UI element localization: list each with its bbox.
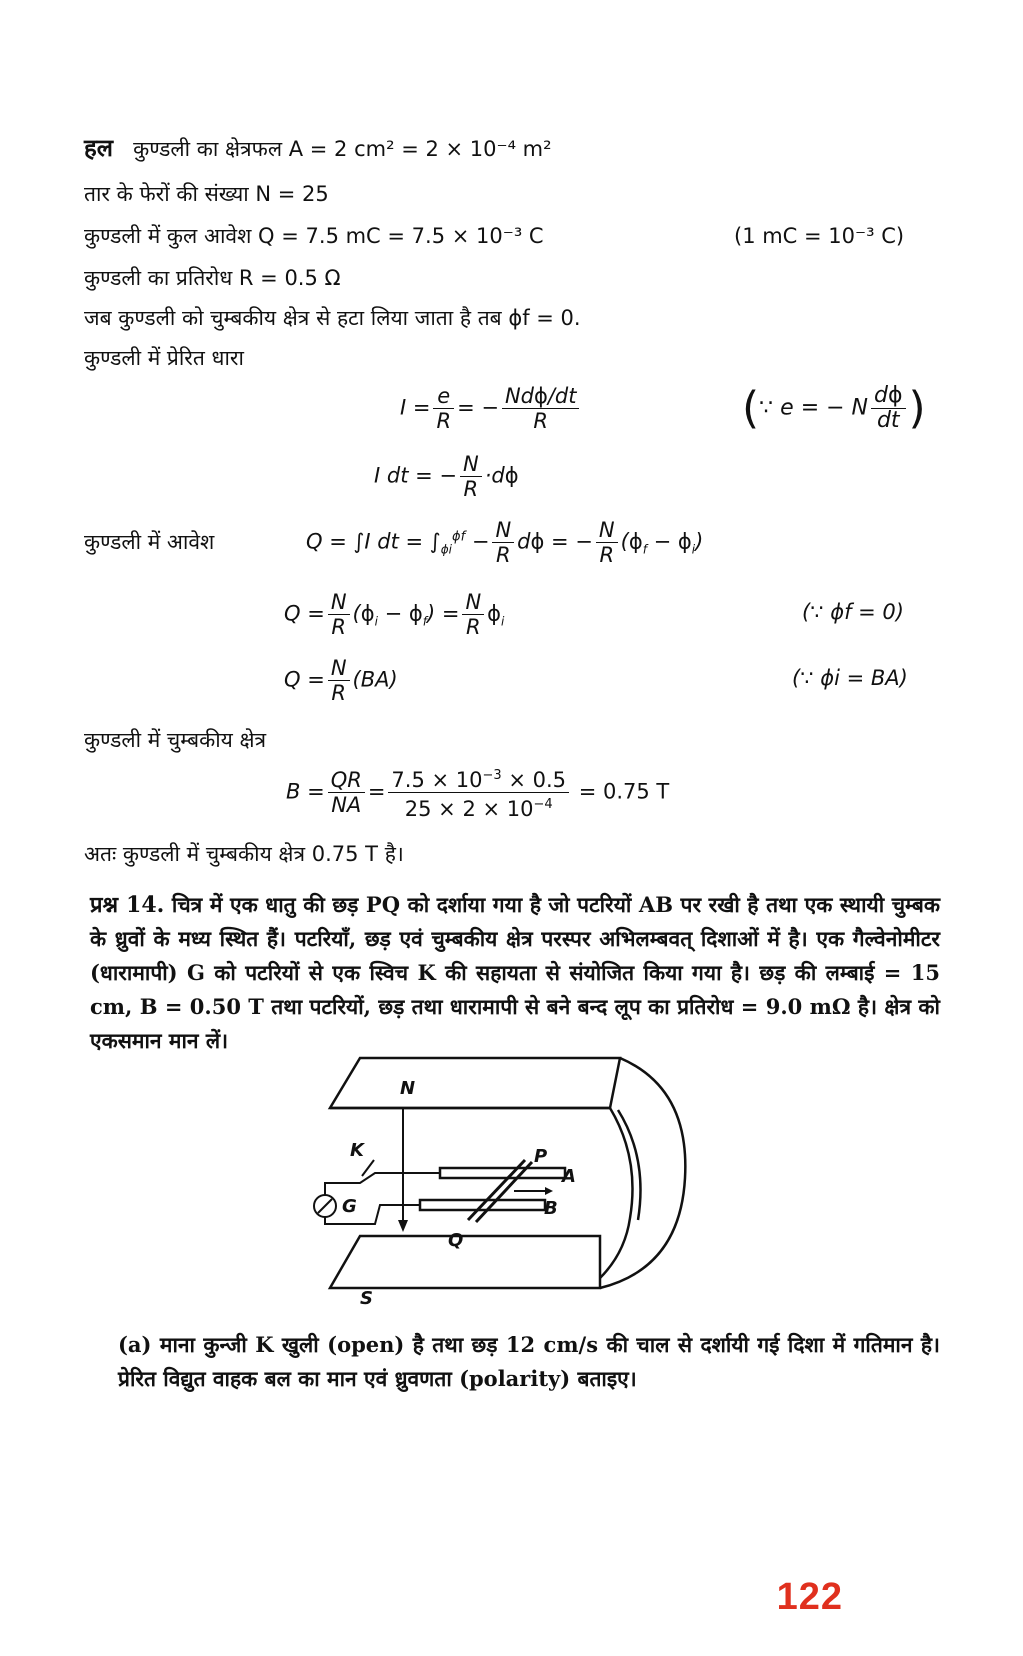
emf-note: (∵ e = − N $\frac{d\phi}{dt}$ ) <box>742 382 926 434</box>
label-k: K <box>350 1140 364 1161</box>
turns-statement: तार के फेरों की संख्या N = 25 <box>84 182 329 206</box>
equation-charge-flux: Q = $\frac{N}{R}$ $(\phi_i - \phi_f)$ = $\frac{N}{R}$ $\phi_i$ <box>284 590 505 639</box>
label-n: N <box>400 1078 416 1099</box>
south-pole-plate <box>330 1236 600 1288</box>
flux-statement: जब कुण्डली को चुम्बकीय क्षेत्र से हटा लिया जाता है तब ϕf = 0. <box>84 306 581 330</box>
field-label: कुण्डली में चुम्बकीय क्षेत्र <box>84 728 267 752</box>
circuit-wire-top <box>325 1173 440 1196</box>
charge-statement: कुण्डली में कुल आवेश Q = 7.5 mC = 7.5 × 10⁻³ C <box>84 224 544 248</box>
area-statement: कुण्डली का क्षेत्रफल A = 2 cm² = 2 × 10⁻⁴ m² <box>133 137 552 161</box>
field-result: = 0.75 T <box>578 779 670 804</box>
flux-final-note: (∵ ϕf = 0) <box>802 600 904 624</box>
question-part-a: (a) माना कुन्जी K खुली (open) है तथा छड़ 12 cm/s की चाल से दर्शायी गई दिशा में गतिमान है। प्रेरित विद्युत वाहक बल का मान एवं ध्रुवणता (polarity) बताइए। <box>118 1332 940 1391</box>
label-g: G <box>342 1196 357 1217</box>
label-b: B <box>544 1198 558 1219</box>
page-number: 122 <box>776 1576 843 1618</box>
equation-charge-integral: Q = ∫I dt = $\int_{\phi i}^{\phi f}$ − $\frac{N}{R}$ dϕ = − $\frac{N}{R}$ $(\phi_f - \phi_i)$ <box>306 518 704 567</box>
question-text: चित्र में एक धातु की छड़ PQ को दर्शाया गया है जो पटरियों AB पर रखी है तथा एक स्थायी चुम्बक के ध्रुवों के मध्य स्थित हैं। पटरियाँ, छड़ एवं चुम्बकीय क्षेत्र परस्पर अभिलम्बवत् दिशाओं में है। एक गैल्वेनोमीटर (धारामापी) G को पटरियों से एक स्विच K की सहायता से संयोजित किया गया है। छड़ की लम्बाई = 15 cm, B = 0.50 T तथा पटरियों, छड़ तथा धारामापी से बने बन्द लूप का प्रतिरोध = 9.0 mΩ है। क्षेत्र को एकसमान मान लें। <box>90 892 940 1053</box>
unit-note: (1 mC = 10⁻³ C) <box>734 224 905 248</box>
flux-initial-note: (∵ ϕi = BA) <box>792 666 908 690</box>
question-number: प्रश्न 14. <box>90 892 165 918</box>
equation-field: B = $\frac{QR}{NA}$ = $\frac{7.5 \times 10^{-3} \times 0.5}{25 \times 2 \times 10^{-4}}$ = 0.75 T <box>286 764 669 821</box>
equation-charge-ba: Q = $\frac{N}{R}$ (BA) <box>284 656 398 705</box>
conclusion: अतः कुण्डली में चुम्बकीय क्षेत्र 0.75 T है। <box>84 842 404 866</box>
equation-idt: I dt = − $\frac{N}{R}$ ·dϕ <box>374 452 519 501</box>
north-pole-plate <box>330 1058 620 1108</box>
charge-label: कुण्डली में आवेश <box>84 530 215 554</box>
rail-magnet-figure <box>300 1048 700 1310</box>
question-14 <box>90 888 940 1058</box>
switch-k <box>362 1160 374 1176</box>
label-q: Q <box>448 1230 464 1251</box>
equation-current: I = $\frac{e}{R}$ = − $\frac{\text{Ndϕ/dt}}{R}$ <box>400 384 582 433</box>
induced-current-label: कुण्डली में प्रेरित धारा <box>84 346 244 370</box>
label-p: P <box>534 1146 548 1167</box>
label-s: S <box>360 1288 373 1309</box>
label-a: A <box>562 1166 576 1187</box>
rail-a <box>440 1168 565 1178</box>
solution-line-1 <box>84 134 552 163</box>
solution-heading: हल <box>84 134 114 162</box>
resistance-statement: कुण्डली का प्रतिरोध R = 0.5 Ω <box>84 266 341 290</box>
